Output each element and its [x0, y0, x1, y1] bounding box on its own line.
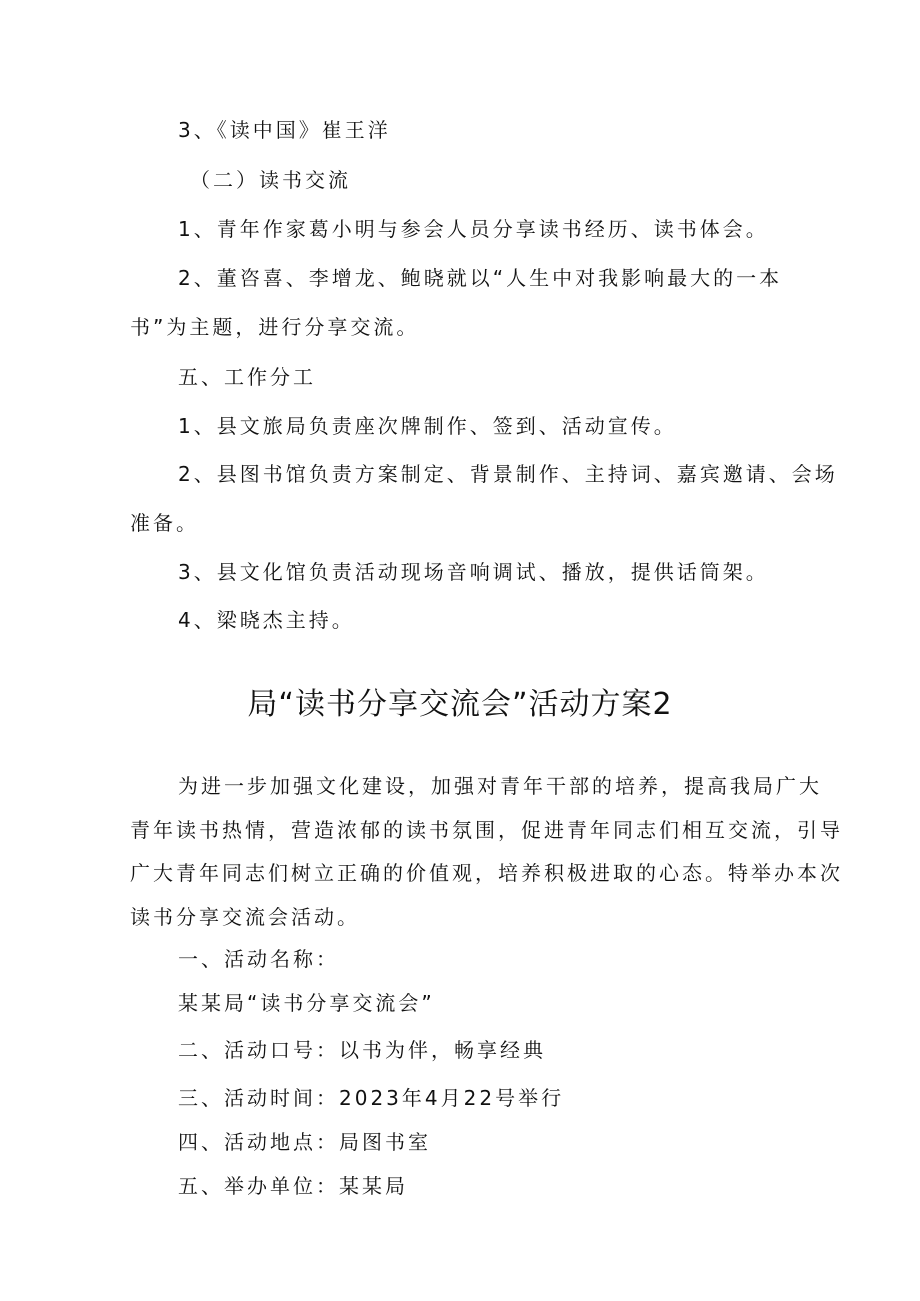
activity-name-heading: 一、活动名称： — [178, 947, 339, 971]
intro-paragraph-line3: 广大青年同志们树立正确的价值观，培养积极进取的心态。特举办本次 — [130, 861, 843, 885]
intro-paragraph-line1: 为进一步加强文化建设，加强对青年干部的培养，提高我局广大 — [178, 774, 822, 798]
document-title: 局“读书分享交流会”活动方案2 — [247, 687, 673, 722]
activity-name-value: 某某局“读书分享交流会” — [178, 991, 435, 1015]
exchange-item-1: 1、青年作家葛小明与参会人员分享读书经历、读书体会。 — [178, 217, 769, 241]
duty-item-2-line1: 2、县图书馆负责方案制定、背景制作、主持词、嘉宾邀请、会场 — [178, 462, 838, 486]
sub-heading-reading-exchange: （二）读书交流 — [190, 168, 351, 192]
duty-item-2-line2: 准备。 — [130, 511, 199, 535]
section-heading-work-division: 五、工作分工 — [178, 365, 316, 389]
duty-item-4: 4、梁晓杰主持。 — [178, 608, 355, 632]
reading-item-3: 3、《读中国》崔王洋 — [178, 118, 391, 142]
duty-item-1: 1、县文旅局负责座次牌制作、签到、活动宣传。 — [178, 414, 677, 438]
activity-organizer: 五、举办单位：某某局 — [178, 1174, 408, 1198]
duty-item-3: 3、县文化馆负责活动现场音响调试、播放，提供话筒架。 — [178, 560, 769, 584]
activity-time: 三、活动时间：2023年4月22号举行 — [178, 1086, 565, 1110]
intro-paragraph-line4: 读书分享交流会活动。 — [130, 905, 360, 929]
exchange-item-2-line2: 书”为主题，进行分享交流。 — [130, 315, 420, 339]
activity-slogan: 二、活动口号：以书为伴，畅享经典 — [178, 1038, 546, 1062]
intro-paragraph-line2: 青年读书热情，营造浓郁的读书氛围，促进青年同志们相互交流，引导 — [130, 818, 843, 842]
exchange-item-2-line1: 2、董咨喜、李增龙、鲍晓就以“人生中对我影响最大的一本 — [178, 266, 783, 290]
activity-place: 四、活动地点：局图书室 — [178, 1130, 431, 1154]
